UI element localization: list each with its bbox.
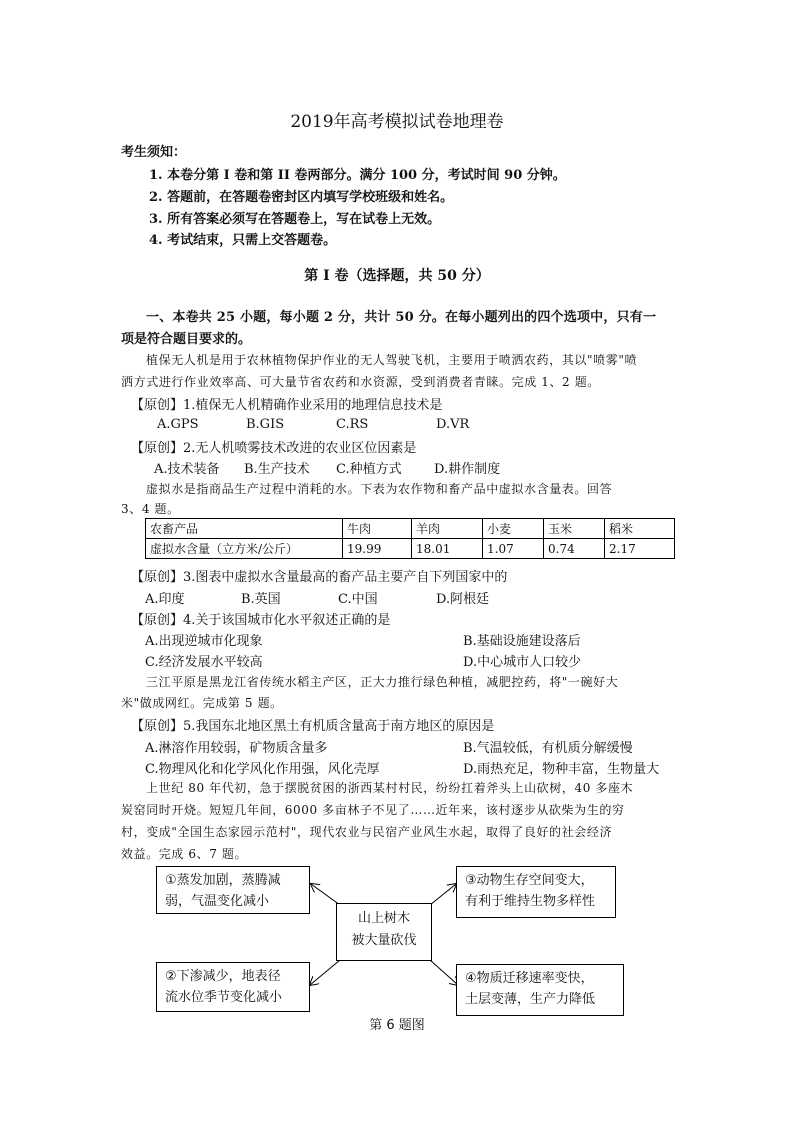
q2-option-a: A.技术装备 bbox=[154, 462, 220, 477]
passage4-line2: 炭窑同时开烧。短短几年间，6000 多亩林子不见了……近年来，该村逐步从砍柴为生的穷 bbox=[121, 803, 625, 817]
table-cell: 农畜产品 bbox=[146, 519, 343, 539]
diagram-box-3 bbox=[456, 866, 616, 918]
table-cell: 牛肉 bbox=[343, 519, 412, 539]
q1-option-c: C.RS bbox=[336, 417, 369, 432]
box1-line1: ①蒸发加剧，蒸腾减 bbox=[165, 873, 281, 888]
passage4-line3: 村，变成"全国生态家园示范村"，现代农业与民宿产业风生水起，取得了良好的社会经济 bbox=[121, 825, 613, 839]
arrow-to-box1 bbox=[311, 884, 340, 905]
part1-intro-line1: 一、本卷共 25 小题，每小题 2 分，共计 50 分。在每小题列出的四个选项中，只有一 bbox=[146, 310, 657, 325]
table-cell: 小麦 bbox=[483, 519, 544, 539]
passage1-line2: 洒方式进行作业效率高、可大量节省农药和水资源，受到消费者青睐。完成 1、2 题。 bbox=[121, 375, 600, 389]
box3-line1: ③动物生存空间变大， bbox=[465, 873, 594, 888]
diagram-box-2 bbox=[156, 962, 310, 1012]
arrow-to-box2 bbox=[310, 960, 340, 985]
diagram-caption: 第 6 题图 bbox=[369, 1018, 425, 1033]
q4-option-b: B.基础设施建设落后 bbox=[463, 634, 581, 649]
center-line1: 山上树木 bbox=[357, 911, 410, 926]
center-line2: 被大量砍伐 bbox=[351, 933, 417, 948]
passage2-line1: 虚拟水是指商品生产过程中消耗的水。下表为农作物和畜产品中虚拟水含量表。回答 bbox=[146, 482, 613, 496]
q2-option-d: D.耕作制度 bbox=[434, 462, 501, 477]
notice-heading: 考生须知： bbox=[121, 145, 187, 160]
box4-line1: ④物质迁移速率变快， bbox=[465, 971, 594, 986]
passage1-line1: 植保无人机是用于农林植物保护作业的无人驾驶飞机，主要用于喷洒农药，其以"喷雾"喷 bbox=[146, 353, 638, 367]
table-cell: 2.17 bbox=[605, 539, 675, 559]
table-cell: 18.01 bbox=[412, 539, 483, 559]
table-cell: 虚拟水含量（立方米/公斤） bbox=[146, 539, 343, 559]
q5-option-a: A.淋溶作用较弱，矿物质含量多 bbox=[145, 741, 328, 756]
passage4-line4: 效益。完成 6、7 题。 bbox=[121, 847, 248, 861]
notice-item-1: 1. 本卷分第 I 卷和第 II 卷两部分。满分 100 分，考试时间 90 分钟。 bbox=[149, 168, 566, 183]
q2-stem: 【原创】2.无人机喷雾技术改进的农业区位因素是 bbox=[131, 441, 417, 456]
box2-line2: 流水位季节变化减小 bbox=[165, 990, 283, 1005]
table-cell: 19.99 bbox=[343, 539, 412, 559]
q1-option-d: D.VR bbox=[436, 417, 470, 432]
q5-option-b: B.气温较低，有机质分解缓慢 bbox=[463, 741, 633, 756]
diagram-center-box bbox=[336, 903, 432, 961]
notice-item-2: 2. 答题前，在答题卷密封区内填写学校班级和姓名。 bbox=[149, 190, 454, 205]
box1-line2: 弱，气温变化减小 bbox=[165, 894, 270, 909]
passage3-line1: 三江平原是黑龙江省传统水稻主产区，正大力推行绿色种植，减肥控药，将"一碗好大 bbox=[146, 675, 619, 689]
q2-option-c: C.种植方式 bbox=[336, 462, 402, 477]
table-cell: 玉米 bbox=[544, 519, 605, 539]
table-cell: 稻米 bbox=[605, 519, 675, 539]
notice-item-3: 3. 所有答案必须写在答题卷上，写在试卷上无效。 bbox=[149, 212, 441, 227]
notice-item-4: 4. 考试结束，只需上交答题卷。 bbox=[149, 233, 337, 248]
table-cell: 羊肉 bbox=[412, 519, 483, 539]
q5-option-d: D.雨热充足，物种丰富，生物量大 bbox=[463, 762, 660, 777]
q4-option-d: D.中心城市人口较少 bbox=[463, 655, 582, 670]
part1-intro-line2: 项是符合题目要求的。 bbox=[121, 332, 252, 347]
exam-title: 2019年高考模拟试卷地理卷 bbox=[290, 112, 504, 132]
arrow-to-box3 bbox=[430, 884, 456, 905]
diagram-box-1 bbox=[156, 866, 310, 914]
q3-option-b: B.英国 bbox=[241, 592, 281, 607]
q4-stem: 【原创】4.关于该国城市化水平叙述正确的是 bbox=[131, 613, 391, 628]
box2-line1: ②下渗减少，地表径 bbox=[165, 969, 281, 984]
q1-option-a: A.GPS bbox=[157, 417, 199, 432]
q1-stem: 【原创】1.植保无人机精确作业采用的地理信息技术是 bbox=[131, 398, 443, 413]
q3-option-c: C.中国 bbox=[338, 592, 378, 607]
q4-option-a: A.出现逆城市化现象 bbox=[145, 634, 263, 649]
diagram-box-4 bbox=[456, 964, 624, 1016]
arrow-to-box4 bbox=[430, 960, 458, 985]
q1-option-b: B.GIS bbox=[246, 417, 285, 432]
passage4-line1: 上世纪 80 年代初，急于摆脱贫困的浙西某村村民，纷纷扛着斧头上山砍树，40 多座木 bbox=[146, 781, 634, 795]
q5-option-c: C.物理风化和化学风化作用强，风化壳厚 bbox=[145, 762, 380, 777]
q2-option-b: B.生产技术 bbox=[244, 462, 310, 477]
box4-line2: 土层变薄，生产力降低 bbox=[465, 992, 596, 1007]
box3-line2: 有利于维持生物多样性 bbox=[465, 894, 596, 909]
q5-stem: 【原创】5.我国东北地区黑土有机质含量高于南方地区的原因是 bbox=[131, 719, 495, 734]
q3-option-a: A.印度 bbox=[145, 592, 185, 607]
passage2-line2: 3、4 题。 bbox=[121, 502, 180, 516]
section-title: 第 I 卷（选择题，共 50 分） bbox=[304, 268, 490, 284]
q4-option-c: C.经济发展水平较高 bbox=[145, 655, 263, 670]
table-cell: 0.74 bbox=[544, 539, 605, 559]
passage3-line2: 米"做成网红。完成第 5 题。 bbox=[121, 696, 283, 710]
q3-option-d: D.阿根廷 bbox=[436, 592, 490, 607]
q3-stem: 【原创】3.图表中虚拟水含量最高的畜产品主要产自下列国家中的 bbox=[131, 570, 508, 585]
table-cell: 1.07 bbox=[483, 539, 544, 559]
